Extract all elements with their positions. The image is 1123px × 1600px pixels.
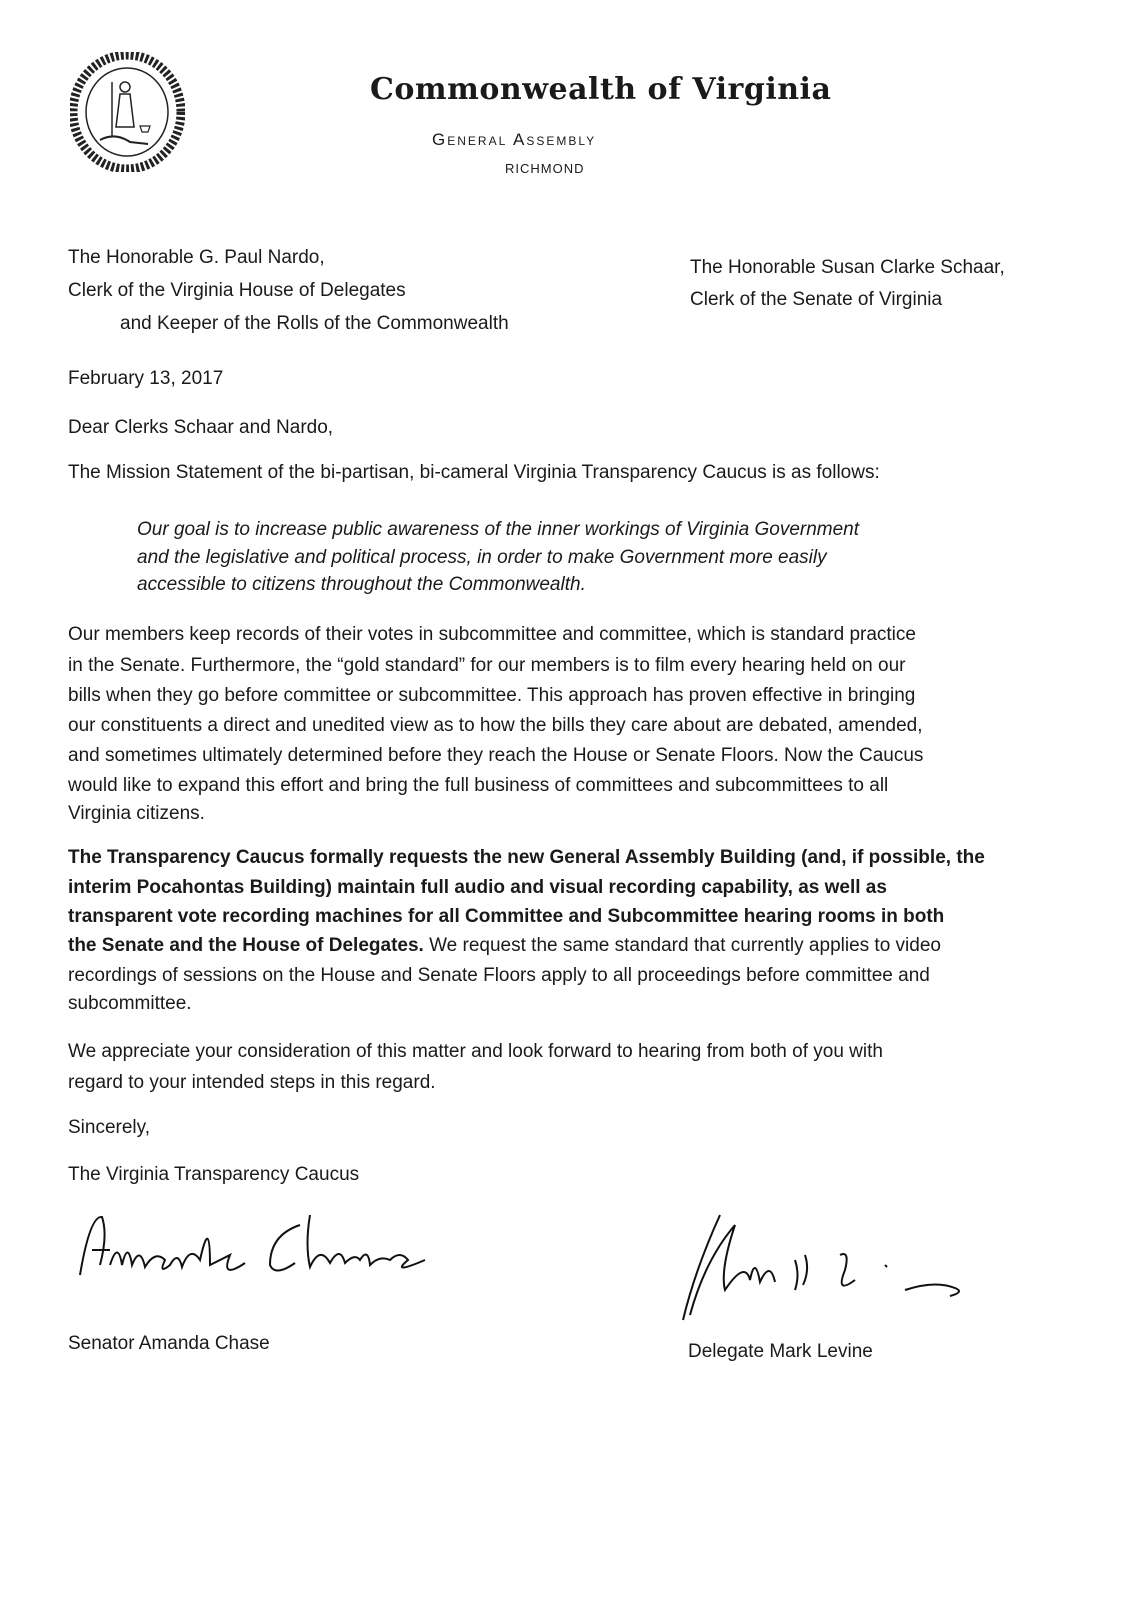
paragraph1-line: Our members keep records of their votes in subcommittee and committee, which is standard practice [68, 624, 916, 645]
letter-date: February 13, 2017 [68, 368, 224, 389]
signatory-right-name: Delegate Mark Levine [688, 1341, 873, 1362]
addressee-left-line: Clerk of the Virginia House of Delegates [68, 280, 406, 301]
addressee-left-line: and Keeper of the Rolls of the Commonwealth [120, 313, 509, 334]
paragraph1-line: and sometimes ultimately determined before they reach the House or Senate Floors. Now the Caucus [68, 745, 924, 766]
paragraph1-line: our constituents a direct and unedited view as to how the bills they care about are debated, amended, [68, 715, 923, 736]
request-bold-end: the Senate and the House of Delegates. [68, 935, 424, 956]
request-mixed-line [68, 935, 941, 957]
request-bold-line: The Transparency Caucus formally requests the new General Assembly Building (and, if possible, the [68, 847, 985, 868]
letterhead-title: Commonwealth of Virginia [370, 72, 832, 107]
addressee-right-line: Clerk of the Senate of Virginia [690, 289, 943, 310]
addressee-left-line: The Honorable G. Paul Nardo, [68, 247, 325, 268]
salutation: Dear Clerks Schaar and Nardo, [68, 417, 334, 438]
mission-line: accessible to citizens throughout the Commonwealth. [137, 574, 586, 595]
signature-amanda-chase [70, 1205, 440, 1295]
paragraph1-line: in the Senate. Furthermore, the “gold standard” for our members is to film every hearing held on our [68, 655, 906, 676]
letterhead-city: RICHMOND [505, 161, 585, 176]
signature-mark-levine [675, 1210, 975, 1330]
paragraph1-line: would like to expand this effort and bring the full business of committees and subcommittees to all [68, 775, 889, 796]
paragraph3-line: We appreciate your consideration of this matter and look forward to hearing from both of you with [68, 1041, 883, 1062]
organization-name: The Virginia Transparency Caucus [68, 1164, 360, 1185]
request-line: recordings of sessions on the House and Senate Floors apply to all proceedings before committee and [68, 965, 930, 986]
paragraph1-line: bills when they go before committee or subcommittee. This approach has proven effective in bringing [68, 685, 916, 706]
addressee-right-line: The Honorable Susan Clarke Schaar, [690, 257, 1005, 278]
request-line: subcommittee. [68, 993, 192, 1014]
virginia-seal-icon [70, 52, 185, 172]
request-text: We request the same standard that currently applies to video [423, 935, 941, 956]
paragraph1-line: Virginia citizens. [68, 803, 205, 824]
mission-line: Our goal is to increase public awareness of the inner workings of Virginia Government [137, 519, 860, 540]
request-bold-line: transparent vote recording machines for all Committee and Subcommittee hearing rooms in both [68, 906, 945, 927]
mission-line: and the legislative and political process, in order to make Government more easily [137, 547, 827, 568]
intro-text: The Mission Statement of the bi-partisan, bi-cameral Virginia Transparency Caucus is as follows: [68, 462, 880, 483]
letterhead-subtitle: General Assembly [432, 130, 597, 149]
closing: Sincerely, [68, 1117, 151, 1138]
signatory-left-name: Senator Amanda Chase [68, 1333, 270, 1354]
paragraph3-line: regard to your intended steps in this regard. [68, 1072, 436, 1093]
request-bold-line: interim Pocahontas Building) maintain full audio and visual recording capability, as well as [68, 877, 887, 898]
